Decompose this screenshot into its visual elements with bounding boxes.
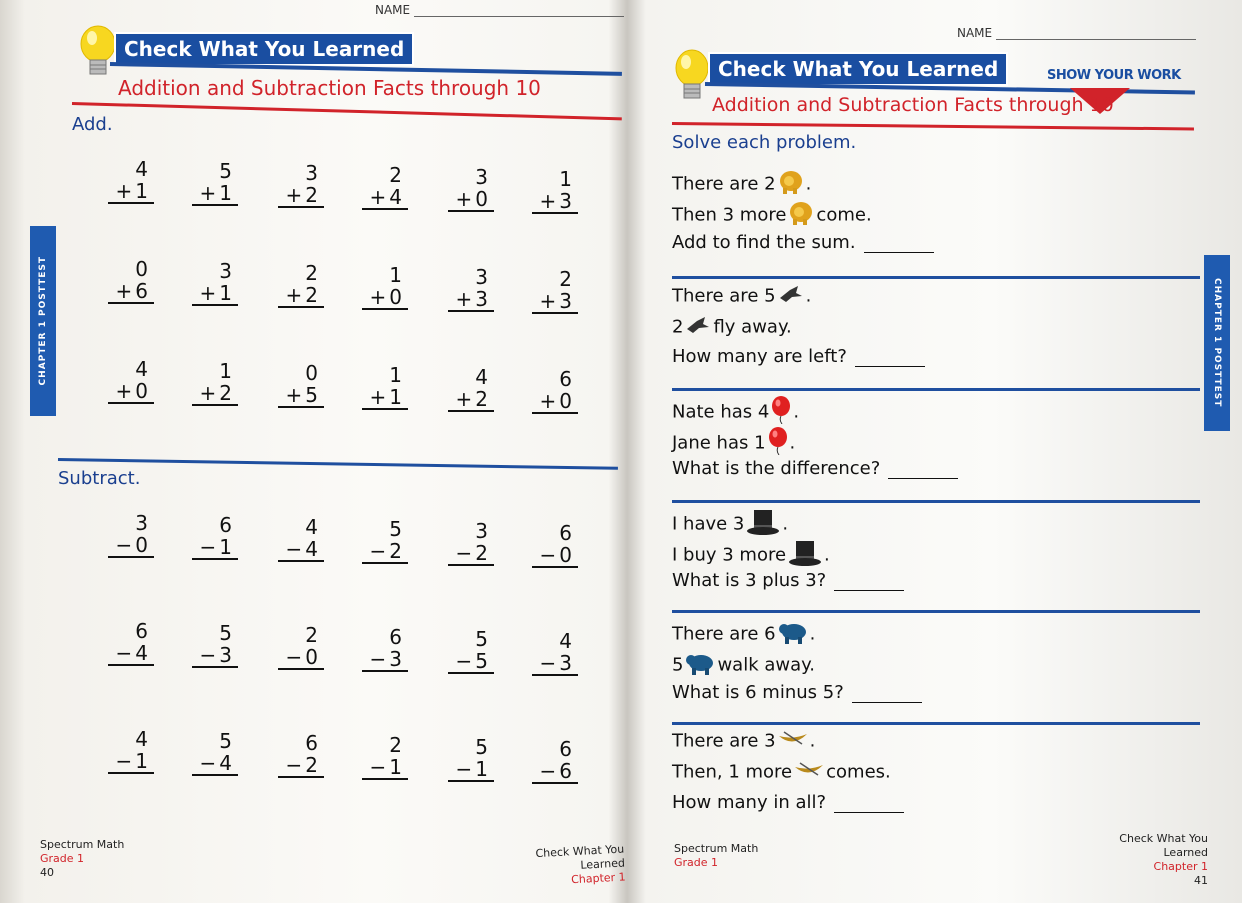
top-number: 1	[559, 167, 572, 191]
operator: −	[539, 759, 557, 783]
lightbulb-icon	[78, 24, 118, 82]
bottom-operand	[278, 646, 324, 670]
page-subtitle: Addition and Subtraction Facts through 10	[118, 76, 541, 100]
problem-text: Add to find the sum.	[672, 232, 856, 253]
top-number: 0	[135, 257, 148, 281]
chapter-tab	[30, 226, 56, 416]
operator: +	[285, 183, 303, 207]
operator: +	[539, 189, 557, 213]
top-number: 2	[305, 261, 318, 285]
name-label: NAME	[957, 26, 993, 40]
problem-divider	[672, 610, 1200, 613]
bottom-number: 1	[219, 281, 232, 305]
top-number: 1	[219, 359, 232, 383]
operator: −	[115, 749, 133, 773]
footer-brand: Spectrum Math	[674, 842, 759, 855]
operator: −	[115, 641, 133, 665]
arithmetic-problem	[532, 630, 578, 676]
top-hat-icon	[746, 508, 780, 541]
balloon-icon	[771, 396, 791, 429]
arithmetic-problem	[362, 734, 408, 780]
operator: +	[285, 383, 303, 407]
footer-right	[1092, 832, 1208, 888]
operator: +	[199, 181, 217, 205]
arithmetic-problem	[108, 258, 154, 304]
answer-blank[interactable]	[852, 702, 922, 703]
bottom-number: 4	[219, 751, 232, 775]
chapter-tab-label: CHAPTER 1 POSTTEST	[1212, 278, 1222, 408]
problem-text: What is the difference?	[672, 458, 881, 479]
bottom-number: 0	[135, 533, 148, 557]
arithmetic-problem	[108, 158, 154, 204]
operator: −	[199, 643, 217, 667]
bottom-operand	[448, 388, 494, 412]
problem-line	[672, 458, 958, 479]
top-number: 3	[219, 259, 232, 283]
arithmetic-problem	[108, 512, 154, 558]
operator: −	[199, 535, 217, 559]
bottom-number: 1	[219, 181, 232, 205]
footer-title: Check What You Learned	[535, 842, 626, 872]
bottom-operand	[278, 184, 324, 208]
top-number: 4	[305, 515, 318, 539]
arithmetic-problem	[362, 164, 408, 210]
problem-divider	[672, 500, 1200, 503]
bottom-number: 2	[475, 387, 488, 411]
problem-text: How many are left?	[672, 346, 847, 367]
problem-text: I buy 3 more	[672, 544, 787, 566]
name-label: NAME	[375, 3, 411, 17]
operator: +	[115, 279, 133, 303]
problem-line	[672, 730, 815, 753]
top-number: 5	[389, 517, 402, 541]
footer-grade: Grade 1	[674, 856, 719, 869]
bottom-number: 5	[305, 383, 318, 407]
arithmetic-problem	[278, 362, 324, 408]
problem-divider	[672, 722, 1200, 725]
bottom-number: 1	[135, 749, 148, 773]
top-number: 3	[475, 265, 488, 289]
answer-blank[interactable]	[888, 478, 958, 479]
page-title: Check What You Learned	[116, 34, 412, 64]
top-hat-icon	[788, 539, 822, 572]
add-instruction: Add.	[72, 114, 113, 135]
top-number: 0	[305, 361, 318, 385]
top-number: 4	[475, 365, 488, 389]
bottom-number: 2	[305, 183, 318, 207]
bottom-number: 5	[475, 649, 488, 673]
operator: −	[369, 539, 387, 563]
bottom-number: 6	[135, 279, 148, 303]
arithmetic-problem	[278, 262, 324, 308]
bottom-number: 2	[475, 541, 488, 565]
problem-line	[672, 792, 904, 813]
bottom-number: 6	[559, 759, 572, 783]
footer-title: Check What You Learned	[1119, 832, 1208, 859]
problem-text: Then 3 more	[672, 204, 787, 226]
top-number: 5	[475, 735, 488, 759]
top-number: 1	[389, 363, 402, 387]
bottom-operand	[362, 756, 408, 780]
bottom-operand	[362, 186, 408, 210]
arithmetic-problem	[448, 166, 494, 212]
lion-icon	[778, 170, 804, 199]
problem-line	[672, 761, 891, 784]
problem-text: Then, 1 more	[672, 761, 793, 783]
problem-line	[672, 315, 792, 340]
section-divider	[58, 458, 618, 470]
operator: −	[539, 543, 557, 567]
bottom-operand	[448, 758, 494, 782]
operator: +	[455, 287, 473, 311]
problem-text-tail: fly away.	[713, 316, 792, 338]
arithmetic-problem	[448, 628, 494, 674]
operator: +	[199, 381, 217, 405]
problem-text-tail: .	[809, 623, 816, 645]
bottom-number: 1	[389, 385, 402, 409]
bottom-operand	[362, 386, 408, 410]
bottom-operand	[278, 754, 324, 778]
bear-icon	[685, 651, 715, 680]
problem-text: Nate has 4	[672, 401, 770, 423]
bottom-operand	[532, 652, 578, 676]
bottom-operand	[532, 190, 578, 214]
top-number: 2	[305, 623, 318, 647]
problem-text: There are 2	[672, 173, 776, 195]
problem-line	[672, 284, 811, 309]
bottom-number: 2	[305, 283, 318, 307]
arithmetic-problem	[278, 516, 324, 562]
problem-line	[672, 232, 934, 253]
arithmetic-problem	[532, 738, 578, 784]
bottom-operand	[448, 650, 494, 674]
arithmetic-problem	[192, 360, 238, 406]
footer-chapter: Chapter 1	[570, 870, 626, 887]
operator: −	[199, 751, 217, 775]
problem-line	[672, 170, 811, 199]
operator: +	[455, 187, 473, 211]
arithmetic-problem	[192, 260, 238, 306]
bottom-number: 0	[135, 379, 148, 403]
canoe-icon	[778, 730, 808, 753]
bottom-operand	[108, 280, 154, 304]
arithmetic-problem	[192, 622, 238, 668]
operator: −	[455, 541, 473, 565]
bottom-number: 3	[219, 643, 232, 667]
problem-line	[672, 651, 815, 680]
operator: +	[115, 379, 133, 403]
answer-blank[interactable]	[834, 590, 904, 591]
bottom-number: 0	[305, 645, 318, 669]
problem-text-tail: .	[805, 173, 812, 195]
bottom-number: 0	[559, 543, 572, 567]
bottom-number: 3	[559, 651, 572, 675]
arithmetic-problem	[532, 168, 578, 214]
problem-text: There are 6	[672, 623, 776, 645]
bottom-operand	[192, 752, 238, 776]
arithmetic-problem	[532, 522, 578, 568]
name-blank	[996, 39, 1196, 40]
arithmetic-problem	[192, 514, 238, 560]
problem-text-tail: .	[809, 730, 816, 752]
bottom-operand	[192, 182, 238, 206]
problem-line	[672, 682, 922, 703]
problem-text: What is 3 plus 3?	[672, 570, 827, 591]
problem-text: There are 3	[672, 730, 776, 752]
subtitle-rule	[672, 122, 1194, 130]
bear-icon	[778, 620, 808, 649]
bottom-number: 2	[305, 753, 318, 777]
problem-text-tail: .	[805, 285, 812, 307]
show-your-work-badge: SHOW YOUR WORK	[1047, 68, 1181, 83]
chapter-tab-label: CHAPTER 1 POSTTEST	[38, 256, 48, 386]
top-number: 3	[475, 519, 488, 543]
bottom-operand	[362, 648, 408, 672]
top-number: 2	[389, 733, 402, 757]
top-number: 6	[219, 513, 232, 537]
arithmetic-problem	[108, 728, 154, 774]
bottom-number: 3	[389, 647, 402, 671]
arithmetic-problem	[362, 626, 408, 672]
page-subtitle: Addition and Subtraction Facts through 10	[712, 94, 1114, 116]
page-title: Check What You Learned	[710, 54, 1006, 84]
top-number: 6	[135, 619, 148, 643]
bottom-operand	[278, 538, 324, 562]
operator: +	[539, 389, 557, 413]
problem-line	[672, 508, 788, 541]
bottom-number: 1	[389, 755, 402, 779]
bottom-operand	[362, 286, 408, 310]
operator: +	[369, 285, 387, 309]
problem-line	[672, 427, 795, 460]
top-number: 4	[135, 157, 148, 181]
bottom-operand	[108, 534, 154, 558]
bottom-number: 0	[559, 389, 572, 413]
bottom-operand	[532, 544, 578, 568]
footer-brand: Spectrum Math	[40, 838, 125, 851]
arithmetic-problem	[532, 268, 578, 314]
bottom-operand	[448, 188, 494, 212]
footer-grade: Grade 1	[40, 852, 85, 865]
arithmetic-problem	[448, 366, 494, 412]
bottom-operand	[192, 282, 238, 306]
arithmetic-problem	[108, 358, 154, 404]
arithmetic-problem	[192, 730, 238, 776]
bottom-number: 3	[475, 287, 488, 311]
problem-divider	[672, 388, 1200, 391]
right-page	[630, 0, 1242, 903]
bottom-number: 0	[389, 285, 402, 309]
arithmetic-problem	[532, 368, 578, 414]
bottom-number: 4	[305, 537, 318, 561]
operator: −	[285, 753, 303, 777]
chapter-tab	[1204, 255, 1230, 431]
problem-text: 5	[672, 654, 684, 676]
arithmetic-problem	[448, 736, 494, 782]
answer-blank[interactable]	[855, 366, 925, 367]
subtract-instruction: Subtract.	[58, 468, 141, 489]
bottom-operand	[278, 284, 324, 308]
arithmetic-problem	[448, 266, 494, 312]
problem-divider	[672, 276, 1200, 279]
lightbulb-icon	[673, 48, 711, 106]
problem-text: 2	[672, 316, 684, 338]
arithmetic-problem	[362, 518, 408, 564]
top-number: 4	[559, 629, 572, 653]
problem-line	[672, 201, 872, 230]
arithmetic-problem	[192, 160, 238, 206]
problem-text-tail: .	[782, 513, 789, 535]
operator: +	[539, 289, 557, 313]
footer-chapter: Chapter 1	[1153, 860, 1208, 873]
bottom-operand	[448, 542, 494, 566]
footer-left	[40, 838, 124, 880]
top-number: 3	[135, 511, 148, 535]
bottom-operand	[108, 642, 154, 666]
name-blank	[414, 16, 624, 17]
problem-line	[672, 346, 925, 367]
operator: −	[455, 649, 473, 673]
page-number: 41	[1194, 874, 1208, 887]
operator: +	[285, 283, 303, 307]
arithmetic-problem	[278, 162, 324, 208]
name-field	[375, 3, 624, 17]
bottom-operand	[192, 382, 238, 406]
problem-line	[672, 620, 815, 649]
top-number: 1	[389, 263, 402, 287]
bottom-operand	[532, 760, 578, 784]
top-number: 6	[559, 737, 572, 761]
bottom-number: 4	[135, 641, 148, 665]
problem-text: How many in all?	[672, 792, 827, 813]
operator: +	[369, 385, 387, 409]
bottom-number: 1	[219, 535, 232, 559]
bottom-operand	[192, 644, 238, 668]
problem-text-tail: come.	[816, 204, 872, 226]
crow-icon	[778, 284, 804, 309]
operator: −	[115, 533, 133, 557]
problem-text-tail: .	[793, 401, 800, 423]
problem-text-tail: comes.	[826, 761, 891, 783]
bottom-operand	[532, 290, 578, 314]
problem-line	[672, 396, 799, 429]
top-number: 5	[219, 159, 232, 183]
arithmetic-problem	[448, 520, 494, 566]
lion-icon	[788, 201, 814, 230]
footer-left	[674, 842, 758, 870]
top-number: 2	[559, 267, 572, 291]
balloon-icon	[768, 427, 788, 460]
bottom-operand	[362, 540, 408, 564]
operator: +	[199, 281, 217, 305]
answer-blank[interactable]	[864, 252, 934, 253]
bottom-operand	[192, 536, 238, 560]
operator: −	[369, 647, 387, 671]
bottom-operand	[108, 380, 154, 404]
problem-text-tail: walk away.	[717, 654, 815, 676]
name-field	[957, 26, 1196, 40]
top-number: 3	[475, 165, 488, 189]
operator: −	[369, 755, 387, 779]
top-number: 2	[389, 163, 402, 187]
subtitle-rule	[72, 102, 622, 120]
operator: +	[455, 387, 473, 411]
bottom-operand	[108, 180, 154, 204]
top-number: 6	[389, 625, 402, 649]
bottom-number: 2	[389, 539, 402, 563]
top-number: 5	[475, 627, 488, 651]
problem-text: What is 6 minus 5?	[672, 682, 844, 703]
title-rule	[110, 62, 622, 76]
operator: −	[539, 651, 557, 675]
arithmetic-problem	[362, 264, 408, 310]
problem-text: Jane has 1	[672, 432, 766, 454]
top-number: 5	[219, 729, 232, 753]
top-number: 4	[135, 357, 148, 381]
top-number: 6	[559, 367, 572, 391]
canoe-icon	[794, 761, 824, 784]
problem-text-tail: .	[824, 544, 830, 566]
bottom-number: 4	[389, 185, 402, 209]
bottom-number: 2	[219, 381, 232, 405]
problem-line	[672, 570, 904, 591]
arithmetic-problem	[278, 732, 324, 778]
bottom-operand	[532, 390, 578, 414]
bottom-operand	[108, 750, 154, 774]
operator: −	[455, 757, 473, 781]
footer-right	[489, 842, 626, 891]
problem-line	[672, 539, 830, 572]
bottom-operand	[448, 288, 494, 312]
operator: −	[285, 645, 303, 669]
page-number: 40	[40, 866, 54, 879]
solve-instruction: Solve each problem.	[672, 132, 857, 153]
answer-blank[interactable]	[834, 812, 904, 813]
bottom-number: 1	[475, 757, 488, 781]
operator: +	[115, 179, 133, 203]
bottom-number: 1	[135, 179, 148, 203]
bottom-number: 0	[475, 187, 488, 211]
top-number: 6	[305, 731, 318, 755]
problem-text: There are 5	[672, 285, 776, 307]
arithmetic-problem	[278, 624, 324, 670]
arithmetic-problem	[108, 620, 154, 666]
bottom-number: 3	[559, 189, 572, 213]
top-number: 4	[135, 727, 148, 751]
problem-text-tail: .	[789, 432, 796, 454]
crow-icon	[685, 315, 711, 340]
top-number: 5	[219, 621, 232, 645]
problem-text: I have 3	[672, 513, 745, 535]
top-number: 3	[305, 161, 318, 185]
arithmetic-problem	[362, 364, 408, 410]
top-number: 6	[559, 521, 572, 545]
operator: −	[285, 537, 303, 561]
bottom-operand	[278, 384, 324, 408]
operator: +	[369, 185, 387, 209]
bottom-number: 3	[559, 289, 572, 313]
